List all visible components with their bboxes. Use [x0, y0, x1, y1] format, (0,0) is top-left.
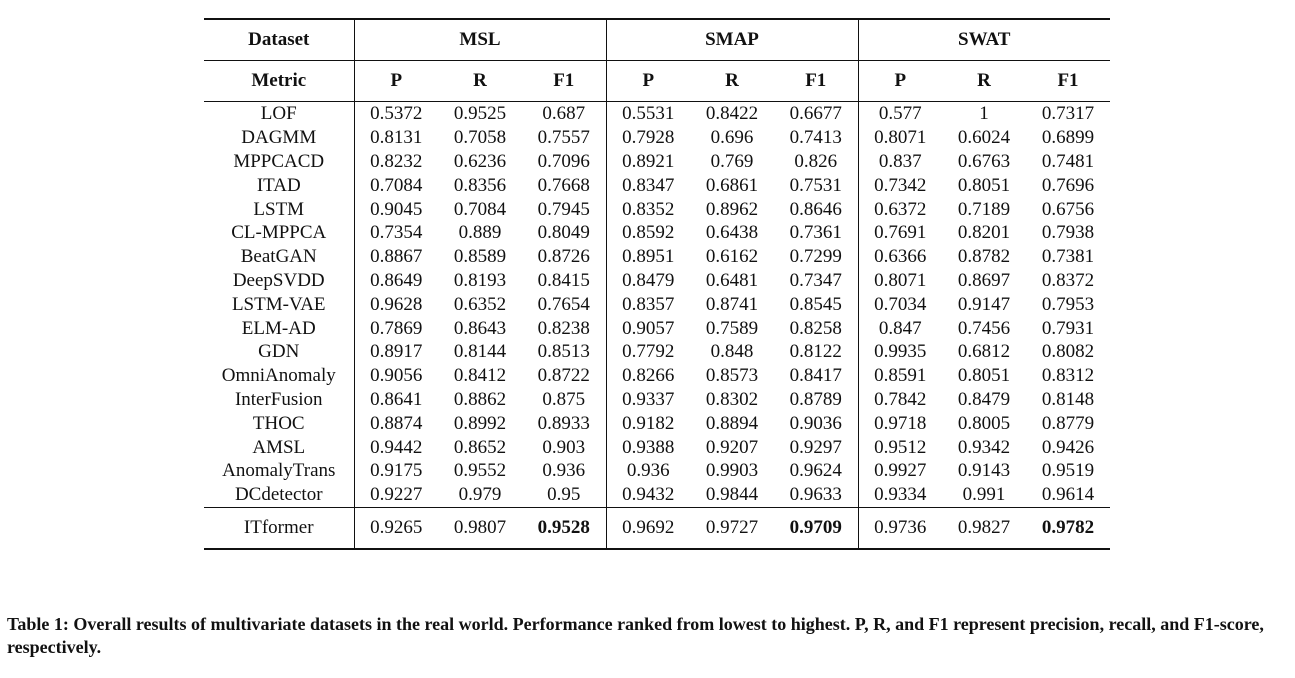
table-cell: 0.936 — [542, 460, 586, 482]
table-cell: 0.826 — [794, 150, 838, 172]
table-cell: 0.8697 — [957, 269, 1011, 291]
table-cell: 0.6162 — [705, 246, 759, 268]
table-row — [204, 388, 1110, 412]
table-cell: 0.8573 — [705, 365, 759, 387]
table-cell: 0.837 — [858, 150, 942, 174]
table-cell: 0.9342 — [957, 436, 1011, 458]
table-cell: 0.8417 — [789, 365, 842, 387]
table-cell: 0.6236 — [453, 150, 507, 172]
table-row — [204, 435, 1110, 459]
table-cell: 0.9388 — [606, 435, 690, 459]
metric-f1: F1 — [522, 61, 606, 102]
table-row — [204, 316, 1110, 340]
table-cell: 0.6812 — [957, 341, 1011, 363]
table-cell: 0.8652 — [453, 436, 507, 458]
table-cell: 0.8894 — [705, 412, 759, 434]
table-row — [204, 483, 1110, 507]
table-cell: 0.8312 — [1041, 365, 1095, 387]
table-cell: 0.8071 — [858, 126, 942, 150]
table-cell: 0.936 — [606, 459, 690, 483]
table-cell: 0.8962 — [705, 198, 759, 220]
table-cell: 0.7361 — [789, 222, 842, 244]
group-header-smap: SMAP — [606, 19, 858, 61]
table-cell: 0.7189 — [957, 198, 1011, 220]
table-cell: 0.8266 — [606, 364, 690, 388]
table-cell: 0.8148 — [1041, 388, 1095, 410]
table-cell: 0.8415 — [537, 269, 590, 291]
dataset-header: Dataset — [204, 19, 354, 61]
method-name: ITAD — [256, 174, 301, 196]
table-cell: 0.7931 — [1041, 317, 1095, 339]
table-cell: 0.8193 — [453, 269, 507, 291]
table-cell: 0.9057 — [606, 316, 690, 340]
table-cell: 0.9628 — [354, 292, 438, 316]
table-row — [204, 221, 1110, 245]
table-cell: 0.9426 — [1041, 436, 1095, 458]
table-cell: 0.8238 — [537, 317, 590, 339]
group-header-swat: SWAT — [858, 19, 1110, 61]
table-cell: 0.8726 — [537, 246, 590, 268]
table-cell: 0.6372 — [858, 197, 942, 221]
method-name: OmniAnomaly — [221, 365, 336, 387]
table-row — [204, 245, 1110, 269]
table-cell: 0.8646 — [789, 198, 842, 220]
method-name: ITformer — [204, 507, 354, 549]
table-cell: 0.8649 — [354, 269, 438, 293]
table-cell: 0.847 — [858, 316, 942, 340]
table-cell: 0.7842 — [858, 388, 942, 412]
table-cell: 0.7381 — [1041, 246, 1095, 268]
table-cell: 0.9227 — [354, 483, 438, 507]
table-cell: 0.8372 — [1041, 269, 1095, 291]
table-cell: 0.9827 — [942, 507, 1026, 549]
table-cell: 0.8352 — [606, 197, 690, 221]
table-cell: 0.8051 — [957, 174, 1011, 196]
table-cell: 0.9736 — [858, 507, 942, 549]
table-cell: 0.8201 — [957, 222, 1011, 244]
table-cell-best: 0.9528 — [522, 507, 606, 549]
table-cell: 0.6481 — [705, 269, 759, 291]
table-cell: 0.7945 — [537, 198, 590, 220]
table-cell: 0.8513 — [537, 341, 590, 363]
metric-r: R — [690, 61, 774, 102]
table-cell: 0.9432 — [606, 483, 690, 507]
method-name: BeatGAN — [240, 246, 317, 268]
method-name: THOC — [252, 412, 305, 434]
table-cell: 0.6438 — [705, 222, 759, 244]
table-cell: 0.9525 — [453, 103, 507, 125]
table-cell: 0.8122 — [789, 341, 842, 363]
table-cell: 0.7696 — [1041, 174, 1095, 196]
table-cell: 0.9727 — [690, 507, 774, 549]
table-cell: 0.8144 — [453, 341, 507, 363]
metric-r: R — [438, 61, 522, 102]
method-name: DAGMM — [241, 127, 317, 149]
table-cell: 0.9935 — [858, 340, 942, 364]
table-cell: 0.8933 — [537, 412, 590, 434]
table-cell: 0.9844 — [705, 484, 759, 506]
table-row — [204, 150, 1110, 174]
table-cell: 0.8867 — [354, 245, 438, 269]
table-cell: 0.8592 — [606, 221, 690, 245]
table-cell: 0.9633 — [789, 484, 842, 506]
header-row-metrics — [204, 61, 1110, 102]
table-cell: 0.9692 — [606, 507, 690, 549]
table-cell: 0.6677 — [789, 103, 842, 125]
table-cell: 0.769 — [710, 150, 754, 172]
method-name: DeepSVDD — [232, 269, 325, 291]
header-row-datasets — [204, 19, 1110, 61]
table-cell: 0.7034 — [858, 292, 942, 316]
table-cell: 0.9512 — [858, 435, 942, 459]
table-cell: 0.8131 — [354, 126, 438, 150]
table-cell: 0.8992 — [453, 412, 507, 434]
table-cell: 0.9624 — [789, 460, 842, 482]
table-cell: 0.7869 — [354, 316, 438, 340]
table-cell: 0.9175 — [354, 459, 438, 483]
table-cell: 0.8347 — [606, 173, 690, 197]
table-cell: 0.9903 — [705, 460, 759, 482]
table-cell: 0.5372 — [354, 102, 438, 126]
table-cell: 0.9334 — [858, 483, 942, 507]
table-cell: 0.979 — [458, 484, 502, 506]
metric-f1: F1 — [774, 61, 858, 102]
table-cell: 0.9807 — [438, 507, 522, 549]
metric-p: P — [858, 61, 942, 102]
table-cell: 0.903 — [542, 436, 586, 458]
table-cell: 0.991 — [962, 484, 1006, 506]
table-cell: 0.9143 — [957, 460, 1011, 482]
table-cell: 0.9265 — [354, 507, 438, 549]
table-cell-best: 0.9709 — [774, 507, 858, 549]
table-cell: 0.7953 — [1041, 293, 1095, 315]
table-cell: 0.5531 — [606, 102, 690, 126]
table-cell: 0.8951 — [606, 245, 690, 269]
table-cell: 0.8412 — [453, 365, 507, 387]
method-name: ELM-AD — [241, 317, 316, 339]
table-cell: 0.7317 — [1041, 103, 1095, 125]
method-name: LOF — [260, 103, 297, 125]
table-cell: 0.7084 — [453, 198, 507, 220]
table-row — [204, 173, 1110, 197]
table-cell: 0.9207 — [705, 436, 759, 458]
results-table — [204, 18, 1110, 550]
table-cell: 0.8741 — [705, 293, 759, 315]
table-cell: 0.9147 — [957, 293, 1011, 315]
metric-r: R — [942, 61, 1026, 102]
table-cell: 0.6763 — [957, 150, 1011, 172]
metric-p: P — [354, 61, 438, 102]
table-cell: 0.8643 — [453, 317, 507, 339]
table-cell: 0.8874 — [354, 411, 438, 435]
table-cell: 0.7531 — [789, 174, 842, 196]
table-cell: 0.7354 — [354, 221, 438, 245]
metric-f1: F1 — [1026, 61, 1110, 102]
group-header-msl: MSL — [354, 19, 606, 61]
table-cell: 0.8917 — [354, 340, 438, 364]
table-cell: 0.8779 — [1041, 412, 1095, 434]
table-cell: 0.6756 — [1041, 198, 1095, 220]
method-name: CL-MPPCA — [231, 222, 327, 244]
table-cell: 0.7792 — [606, 340, 690, 364]
table-cell: 0.577 — [858, 102, 942, 126]
table-row — [204, 411, 1110, 435]
table-cell: 0.6366 — [858, 245, 942, 269]
table-cell: 0.6861 — [705, 174, 759, 196]
method-name: DCdetector — [234, 484, 323, 506]
table-cell: 0.8862 — [453, 388, 507, 410]
table-cell: 0.9297 — [789, 436, 842, 458]
table-cell: 0.8051 — [957, 365, 1011, 387]
table-cell: 0.9056 — [354, 364, 438, 388]
table-cell: 0.8789 — [789, 388, 842, 410]
table-row — [204, 197, 1110, 221]
table-cell: 0.7084 — [354, 173, 438, 197]
method-name: InterFusion — [234, 388, 323, 410]
method-name: LSTM — [253, 198, 305, 220]
method-name: GDN — [258, 341, 300, 363]
table-cell: 0.7654 — [537, 293, 590, 315]
table-row-itformer — [204, 507, 1110, 549]
metric-p: P — [606, 61, 690, 102]
table-cell: 0.7928 — [606, 126, 690, 150]
table-cell: 0.7481 — [1041, 150, 1095, 172]
table-cell: 0.9036 — [789, 412, 842, 434]
method-name: MPPCACD — [233, 150, 325, 172]
table-cell: 0.8422 — [705, 103, 759, 125]
table-row — [204, 102, 1110, 126]
table-cell: 0.7299 — [789, 246, 842, 268]
table-cell: 0.7413 — [789, 127, 842, 149]
table-row — [204, 364, 1110, 388]
table-cell: 0.8545 — [789, 293, 842, 315]
table-cell: 0.8049 — [537, 222, 590, 244]
table-cell: 0.8356 — [453, 174, 507, 196]
table-cell: 0.687 — [542, 103, 586, 125]
table-cell: 0.7668 — [537, 174, 590, 196]
table-cell: 0.7347 — [789, 269, 842, 291]
table-cell: 0.8258 — [789, 317, 842, 339]
table-cell: 0.7691 — [858, 221, 942, 245]
table-row — [204, 269, 1110, 293]
method-name: AMSL — [252, 436, 306, 458]
table-cell: 0.9552 — [453, 460, 507, 482]
table-cell: 0.8302 — [705, 388, 759, 410]
table-cell: 0.7589 — [705, 317, 759, 339]
table-cell: 0.848 — [710, 341, 754, 363]
table-cell: 0.9614 — [1041, 484, 1095, 506]
table-cell: 0.8071 — [858, 269, 942, 293]
table-cell: 0.9337 — [606, 388, 690, 412]
table-cell: 0.8722 — [537, 365, 590, 387]
table-cell: 0.8589 — [453, 246, 507, 268]
table-row — [204, 292, 1110, 316]
table-cell: 0.6024 — [957, 127, 1011, 149]
table-cell: 0.8357 — [606, 292, 690, 316]
table-cell: 0.696 — [710, 127, 754, 149]
table-row — [204, 126, 1110, 150]
table-cell: 0.9045 — [354, 197, 438, 221]
table-cell: 0.875 — [542, 388, 586, 410]
table-cell: 0.889 — [458, 222, 502, 244]
table-cell: 0.9927 — [858, 459, 942, 483]
method-name: AnomalyTrans — [222, 460, 336, 482]
table-cell: 0.7342 — [858, 173, 942, 197]
table-caption: Table 1: Overall results of multivariate datasets in the real world. Performance ranked from lowest to highest. P, R, and F1 represent precision, recall, and F1-score, respectively. — [7, 614, 1264, 657]
table-cell: 0.9718 — [858, 411, 942, 435]
method-name: LSTM-VAE — [231, 293, 326, 315]
table-cell: 0.9442 — [354, 435, 438, 459]
table-cell: 0.7557 — [537, 127, 590, 149]
table-cell: 0.8782 — [957, 246, 1011, 268]
table-cell: 0.7456 — [957, 317, 1011, 339]
table-cell: 0.6899 — [1041, 127, 1095, 149]
table-cell: 0.8921 — [606, 150, 690, 174]
table-cell: 0.9519 — [1041, 460, 1095, 482]
table-cell: 0.8082 — [1041, 341, 1095, 363]
metric-header: Metric — [204, 61, 354, 102]
table-cell: 0.95 — [547, 484, 581, 506]
final-row-body — [204, 507, 1110, 549]
table-cell: 1 — [979, 103, 989, 125]
table-cell: 0.8641 — [354, 388, 438, 412]
table-cell-best: 0.9782 — [1026, 507, 1110, 549]
table-body — [204, 102, 1110, 508]
table-cell: 0.9182 — [606, 411, 690, 435]
table-cell: 0.7938 — [1041, 222, 1095, 244]
table-cell: 0.7058 — [453, 127, 507, 149]
table-cell: 0.8005 — [957, 412, 1011, 434]
table-cell: 0.8479 — [957, 388, 1011, 410]
table-cell: 0.7096 — [537, 150, 590, 172]
table-cell: 0.8591 — [858, 364, 942, 388]
table-row — [204, 459, 1110, 483]
table-cell: 0.6352 — [453, 293, 507, 315]
table-cell: 0.8479 — [606, 269, 690, 293]
table-row — [204, 340, 1110, 364]
table-cell: 0.8232 — [354, 150, 438, 174]
